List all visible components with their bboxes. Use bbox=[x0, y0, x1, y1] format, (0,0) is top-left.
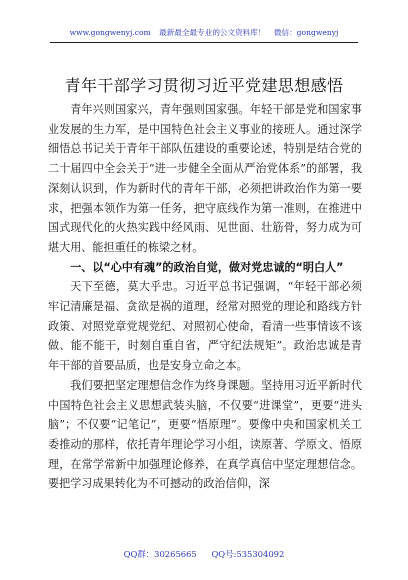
body-paragraph-2: 天下至德，莫大乎忠。习近平总书记强调，“年轻干部必须牢记清廉是福、贪欲是祸的道理，经常对照党的理论和路线方针政策、对照党章党规党纪、对照初心使命，看清一些事情该不该做、能不能干，时刻自重自省，严守纪法规矩”。政治忠诚是青年干部的首要品质，也是安身立命之本。 bbox=[48, 280, 362, 373]
header-website-link[interactable]: www.gongwenyj.com bbox=[69, 28, 151, 37]
body-paragraph-3: 我们要把坚定理想信念作为终身课题。坚持用习近平新时代中国特色社会主义思想武装头脑，不仅要“进课堂”，更要“进头脑”；不仅要“记笔记”，更要“悟原理”。要像中央和国家机关工委推动的那样，依托青年理论学习小组，读原著、学原文、悟原理，在常学常新中加强理论修养，在真学真信中坚定理想信念。要把学习成果转化为不可撼动的政治信仰，深 bbox=[48, 378, 362, 491]
header-tagline: 最新最全最专业的公文资料库！ bbox=[159, 28, 266, 37]
section-heading-1: 一、以“心中有魂”的政治自觉，做对党忠诚的“明白人” bbox=[70, 260, 344, 274]
footer-qq-number: QQ号:535304092 bbox=[211, 549, 285, 559]
body-paragraph-1: 青年兴则国家兴，青年强则国家强。年轻干部是党和国家事业发展的生力军，是中国特色社会主义事业的接班人。通过深学细悟总书记关于青年干部队伍建设的重要论述，特别是结合党的二十届四中全会关于“进一步健全全面从严治党体系”的部署，我深刻认识到，作为新时代的青年干部，必须把讲政治作为第一要求，把强本领作为第一任务，把守底线作为第一准则，在推进中国式现代化的火热实践中经风雨、见世面、壮筋骨，努力成为可堪大用、能担重任的栋梁之材。 bbox=[48, 103, 362, 254]
document-body bbox=[48, 100, 362, 494]
page-header bbox=[0, 27, 408, 38]
header-wechat: 微信：gongwenyj bbox=[273, 28, 339, 37]
page-footer bbox=[0, 548, 408, 560]
header-divider bbox=[50, 42, 358, 43]
footer-qq-group: QQ群：30265665 bbox=[123, 549, 197, 559]
document-title: 青年干部学习贯彻习近平党建思想感悟 bbox=[64, 76, 344, 95]
